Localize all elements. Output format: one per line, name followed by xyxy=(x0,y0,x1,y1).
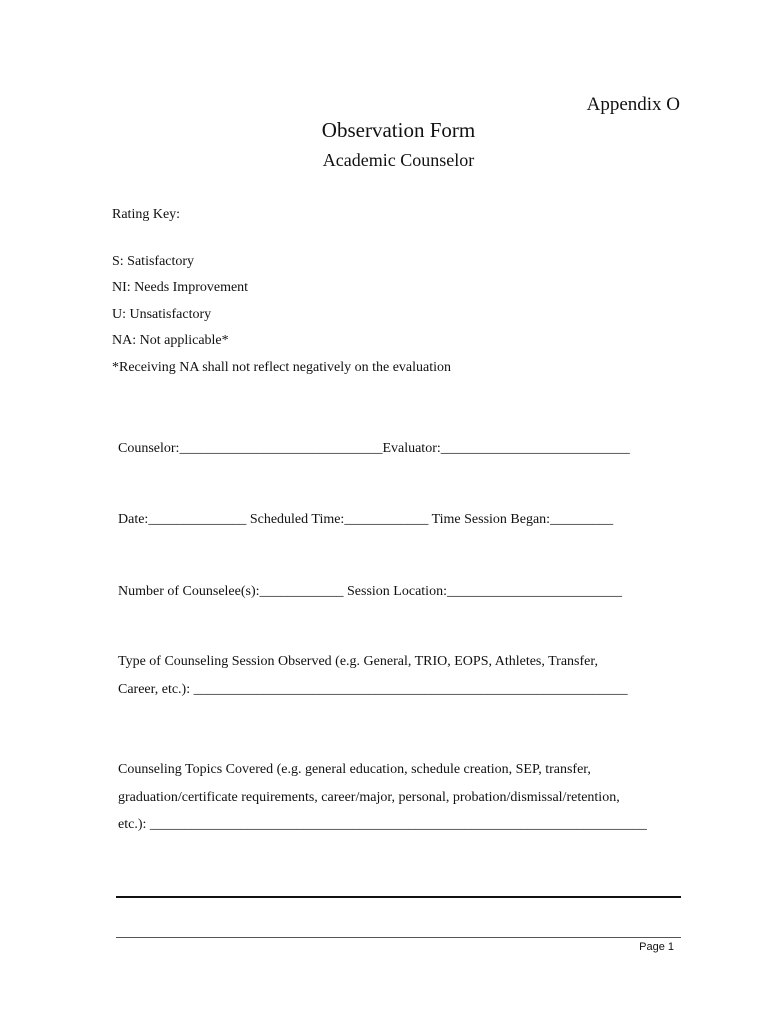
appendix-label: Appendix O xyxy=(586,94,680,115)
footer-rule xyxy=(116,937,681,938)
topics-prompt-line1: Counseling Topics Covered (e.g. general education, schedule creation, SEP, transfer, xyxy=(118,762,591,777)
counselor-evaluator-field[interactable]: Counselor:_____________________________Evaluator:___________________________ xyxy=(118,441,630,456)
page-title: Observation Form xyxy=(321,118,476,142)
page-subtitle: Academic Counselor xyxy=(322,150,475,170)
rating-key-item-na: NA: Not applicable* xyxy=(112,333,229,348)
topics-prompt-line2: graduation/certificate requirements, career/major, personal, probation/dismissal/retention, xyxy=(118,790,620,805)
session-type-field[interactable]: Career, etc.): ______________________________________________________________ xyxy=(118,682,628,697)
rating-key-note: *Receiving NA shall not reflect negatively on the evaluation xyxy=(112,360,452,375)
session-type-prompt: Type of Counseling Session Observed (e.g. General, TRIO, EOPS, Athletes, Transfer, xyxy=(118,654,598,669)
counselees-location-field[interactable]: Number of Counselee(s):____________ Session Location:_________________________ xyxy=(118,584,622,599)
rating-key-heading: Rating Key: xyxy=(112,207,181,222)
date-time-field[interactable]: Date:______________ Scheduled Time:____________ Time Session Began:_________ xyxy=(118,512,614,527)
topics-field[interactable]: etc.): _______________________________________________________________________ xyxy=(118,817,647,832)
rating-key-item-ni: NI: Needs Improvement xyxy=(112,280,249,295)
rating-key-item-s: S: Satisfactory xyxy=(112,254,195,269)
page-number: Page 1 xyxy=(639,941,674,953)
section-divider xyxy=(116,896,681,898)
rating-key-item-u: U: Unsatisfactory xyxy=(112,307,212,322)
